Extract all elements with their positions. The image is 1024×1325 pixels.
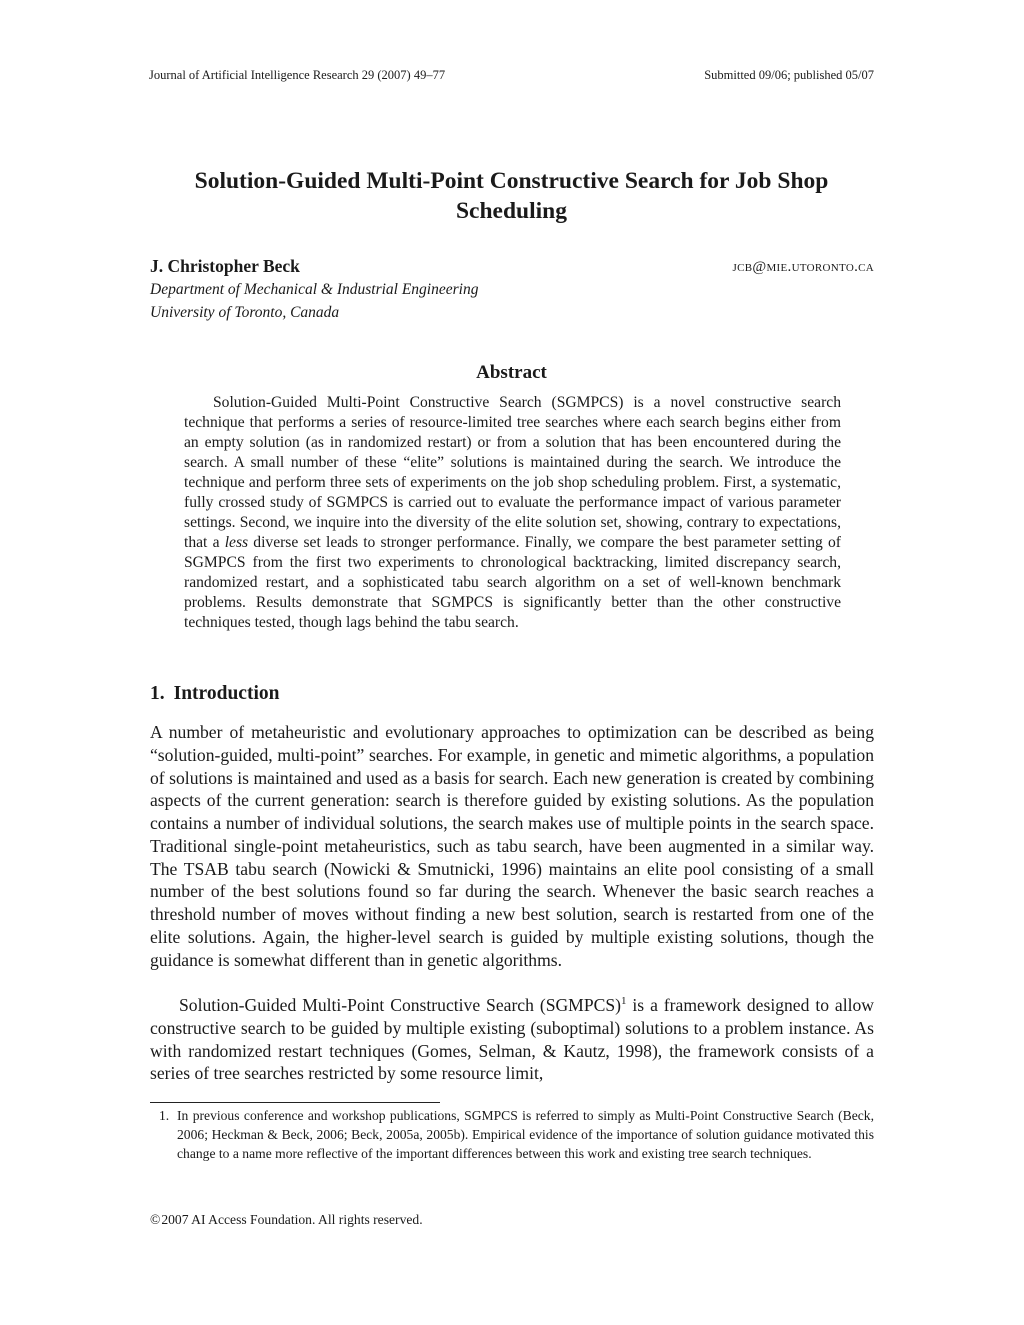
abstract-body xyxy=(184,393,841,633)
copyright-text: 2007 AI Access Foundation. All rights reserved. xyxy=(161,1212,423,1227)
abstract-emphasis: less xyxy=(224,534,249,551)
author-university: University of Toronto, Canada xyxy=(150,304,340,321)
paragraph-2-rest: is a framework designed to allow constructive search to be guided by multiple existing (suboptimal) solutions to a problem instance. As with randomized restart techniques (Gomes, Selman, & Kautz, 1998), the framework consists of a series of tree searches restricted by some resource limit, xyxy=(150,995,875,1084)
footnote-divider xyxy=(150,1102,440,1103)
running-head xyxy=(149,68,874,86)
abstract-text-part-2: diverse set leads to stronger performance. Finally, we compare the best parameter setting of SGMPCS from the first two experiments to chronological backtracking, limited discrepancy search, randomized restart, and a sophisticated tabu search algorithm on a set of well-known benchmark problems. Results demonstrate that SGMPCS is significantly better than the other constructive techniques tested, though lags behind the tabu search. xyxy=(184,534,841,631)
footnote-number: 1. xyxy=(159,1108,170,1123)
author-email: jcb@mie.utoronto.ca xyxy=(732,259,874,275)
paragraph-2-start: Solution-Guided Multi-Point Constructive Search (SGMPCS) xyxy=(179,995,621,1015)
journal-citation: Journal of Artificial Intelligence Research 29 (2007) 49–77 xyxy=(149,68,446,82)
author-name: J. Christopher Beck xyxy=(150,256,300,276)
footnote-text: In previous conference and workshop publications, SGMPCS is referred to simply as Multi-Point Constructive Search (Beck, 2006; Heckman & Beck, 2006; Beck, 2005a, 2005b). Empirical evidence of the importance of solution guidance motivated this change to a name more reflective of the important differences between this work and existing tree search techniques. xyxy=(177,1108,874,1162)
section-number: 1. xyxy=(150,683,165,704)
abstract-text-part-1: Solution-Guided Multi-Point Constructive Search (SGMPCS) is a novel constructive search technique that performs a series of resource-limited tree searches where each search begins either from an empty solution (as in randomized restart) or from a solution that has been encountered during the search. A small number of these “elite” solutions is maintained during the search. We introduce the technique and perform three sets of experiments on the job shop scheduling problem. First, a systematic, fully crossed study of SGMPCS is carried out to evaluate the performance impact of various parameter settings. Second, we inquire into the diversity of the elite solution set, showing, contrary to expectations, that a xyxy=(184,394,841,551)
submission-dates: Submitted 09/06; published 05/07 xyxy=(704,68,874,82)
intro-paragraph-2 xyxy=(150,994,874,1085)
author-department: Department of Mechanical & Industrial Engineering xyxy=(150,281,479,298)
intro-paragraph-1: A number of metaheuristic and evolutionary approaches to optimization can be described as being “solution-guided, multi-point” searches. For example, in genetic and mimetic algorithms, a population of solutions is maintained and used as a basis for search. Each new generation is created by combining aspects of the current generation: search is therefore guided by existing solutions. As the population contains a number of individual solutions, the search makes use of multiple points in the search space. Traditional single-point metaheuristics, such as tabu search, have been augmented in a similar way. The TSAB tabu search (Nowicki & Smutnicki, 1996) maintains an elite pool consisting of a small number of the best solutions found so far during the search. Whenever the basic search reaches a threshold number of moves without finding a new best solution, search is restarted from one of the elite solutions. Again, the higher-level search is guided by multiple existing solutions, though the guidance is somewhat different than in genetic algorithms. xyxy=(150,722,874,970)
section-title: Introduction xyxy=(173,683,280,704)
paper-title: Solution-Guided Multi-Point Constructive Search for Job Shop Scheduling xyxy=(194,168,829,224)
footnote-1 xyxy=(150,1106,874,1164)
section-heading-introduction xyxy=(150,683,279,705)
copyright-icon: © xyxy=(150,1212,161,1227)
footnote-marker[interactable]: 1 xyxy=(621,995,627,1008)
copyright-notice xyxy=(150,1212,423,1228)
abstract-heading: Abstract xyxy=(476,362,547,383)
